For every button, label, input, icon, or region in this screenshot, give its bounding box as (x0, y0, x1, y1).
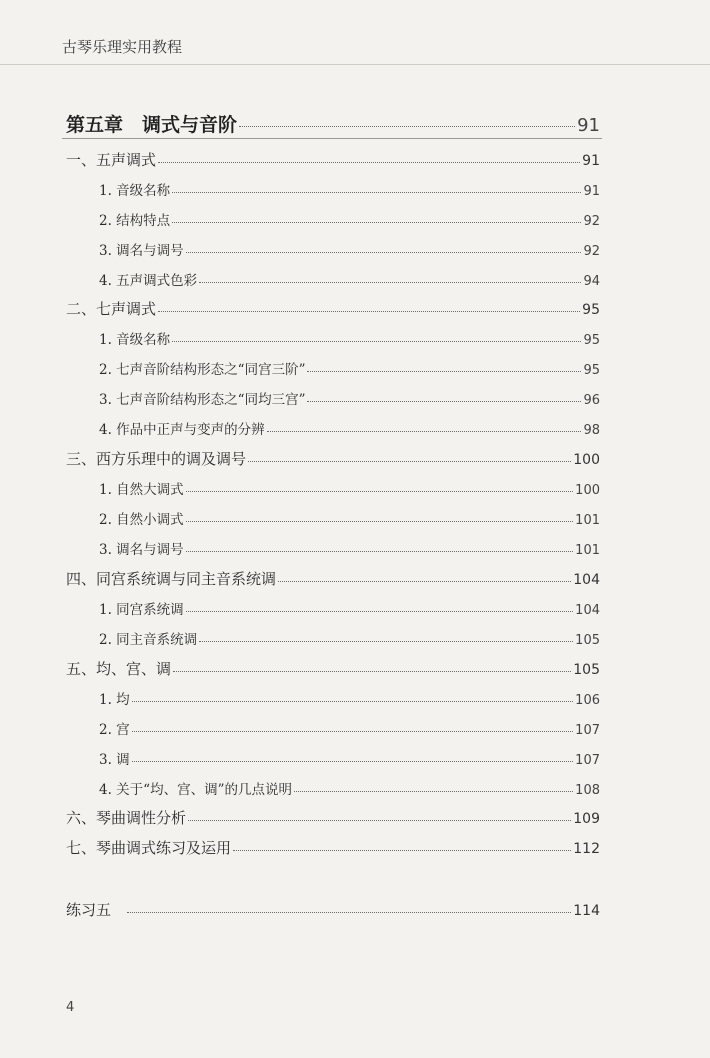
entry-page: 95 (583, 363, 600, 378)
dot-leader (199, 641, 573, 642)
entry-title: 练习五 (66, 901, 112, 919)
entry-page: 101 (575, 543, 600, 558)
toc-entry (99, 538, 600, 558)
entry-page: 100 (575, 483, 600, 498)
dot-leader (186, 521, 574, 522)
entry-page: 104 (573, 572, 600, 588)
toc-entry (99, 239, 600, 259)
entry-page: 92 (583, 214, 600, 229)
entry-title: 1. 自然大调式 (99, 482, 184, 498)
dot-leader (188, 820, 571, 821)
entry-page: 104 (575, 603, 600, 618)
entry-title: 3. 七声音阶结构形态之“同均三宫” (99, 392, 306, 408)
dot-leader (307, 371, 581, 372)
entry-title: 四、同宫系统调与同主音系统调 (66, 570, 277, 588)
dot-leader (307, 401, 581, 402)
dot-leader (172, 192, 581, 193)
toc-entry (99, 688, 600, 708)
entry-title: 六、琴曲调性分析 (66, 809, 187, 827)
toc-entry (99, 508, 600, 528)
toc-entry (99, 718, 600, 738)
toc-entry (66, 149, 600, 170)
entry-title: 三、西方乐理中的调及调号 (66, 450, 247, 468)
entry-page: 107 (575, 723, 600, 738)
entry-title: 3. 调名与调号 (99, 542, 184, 558)
toc-entry (99, 628, 600, 648)
toc-entry (66, 658, 600, 679)
entry-title: 2. 同主音系统调 (99, 632, 198, 648)
toc-entry (99, 418, 600, 438)
dot-leader (248, 461, 571, 462)
entry-title: 1. 音级名称 (99, 183, 171, 199)
toc-entry (99, 478, 600, 498)
entry-page: 109 (573, 811, 600, 827)
entry-page: 108 (575, 783, 600, 798)
entry-title: 4. 关于“均、宫、调”的几点说明 (99, 782, 292, 798)
toc-chapter-heading (66, 110, 600, 137)
entry-page: 96 (583, 393, 600, 408)
entry-title: 4. 作品中正声与变声的分辨 (99, 422, 265, 438)
entry-page: 91 (582, 153, 600, 169)
entry-page: 100 (573, 452, 600, 468)
entry-page: 94 (583, 274, 600, 289)
dot-leader (186, 551, 574, 552)
entry-title: 2. 宫 (99, 722, 130, 738)
toc-entry (66, 448, 600, 469)
dot-leader (132, 761, 574, 762)
toc-entry (66, 807, 600, 828)
entry-page: 114 (573, 903, 600, 919)
running-header: 古琴乐理实用教程 (62, 38, 183, 56)
dot-leader (233, 850, 571, 851)
toc-entry (99, 358, 600, 378)
entry-title: 一、五声调式 (66, 151, 157, 169)
dot-leader (186, 252, 582, 253)
entry-title: 1. 均 (99, 692, 130, 708)
entry-page: 101 (575, 513, 600, 528)
dot-leader (186, 611, 574, 612)
dot-leader (239, 126, 575, 127)
dot-leader (172, 341, 581, 342)
entry-page: 112 (573, 841, 600, 857)
entry-title: 七、琴曲调式练习及运用 (66, 839, 232, 857)
entry-title: 二、七声调式 (66, 300, 157, 318)
dot-leader (172, 222, 581, 223)
entry-page: 105 (573, 662, 600, 678)
dot-leader (158, 311, 580, 312)
entry-title: 3. 调名与调号 (99, 243, 184, 259)
toc-entry (99, 269, 600, 289)
entry-title: 1. 音级名称 (99, 332, 171, 348)
entry-title: 2. 自然小调式 (99, 512, 184, 528)
page-number: 4 (66, 1000, 75, 1015)
entry-title: 五、均、宫、调 (66, 660, 172, 678)
toc-entry (99, 388, 600, 408)
entry-page: 95 (582, 302, 600, 318)
dot-leader (294, 791, 573, 792)
toc-entry (99, 179, 600, 199)
entry-page: 105 (575, 633, 600, 648)
toc-entry (66, 837, 600, 858)
dot-leader (267, 431, 582, 432)
chapter-page: 91 (577, 115, 600, 136)
dot-leader (199, 282, 581, 283)
entry-page: 106 (575, 693, 600, 708)
entry-page: 92 (583, 244, 600, 259)
dot-leader (127, 912, 571, 913)
entry-title: 3. 调 (99, 752, 130, 768)
toc-entry (99, 209, 600, 229)
dot-leader (158, 162, 580, 163)
entry-title: 4. 五声调式色彩 (99, 273, 198, 289)
entry-title: 2. 结构特点 (99, 213, 171, 229)
entry-title: 1. 同宫系统调 (99, 602, 184, 618)
dot-leader (186, 491, 574, 492)
entry-title: 2. 七声音阶结构形态之“同宫三阶” (99, 362, 306, 378)
entry-page: 98 (583, 423, 600, 438)
chapter-rule (62, 138, 602, 139)
entry-page: 91 (583, 184, 600, 199)
toc-entry (66, 568, 600, 589)
toc-exercise (66, 899, 600, 920)
dot-leader (278, 581, 571, 582)
header-rule (0, 64, 710, 65)
chapter-title: 第五章 调式与音阶 (66, 114, 238, 136)
entry-page: 107 (575, 753, 600, 768)
toc-entry (99, 778, 600, 798)
dot-leader (132, 731, 574, 732)
toc-entry (99, 598, 600, 618)
dot-leader (132, 701, 574, 702)
toc-entry (66, 298, 600, 319)
toc-entry (99, 328, 600, 348)
dot-leader (173, 671, 571, 672)
entry-page: 95 (583, 333, 600, 348)
toc-entry (99, 748, 600, 768)
